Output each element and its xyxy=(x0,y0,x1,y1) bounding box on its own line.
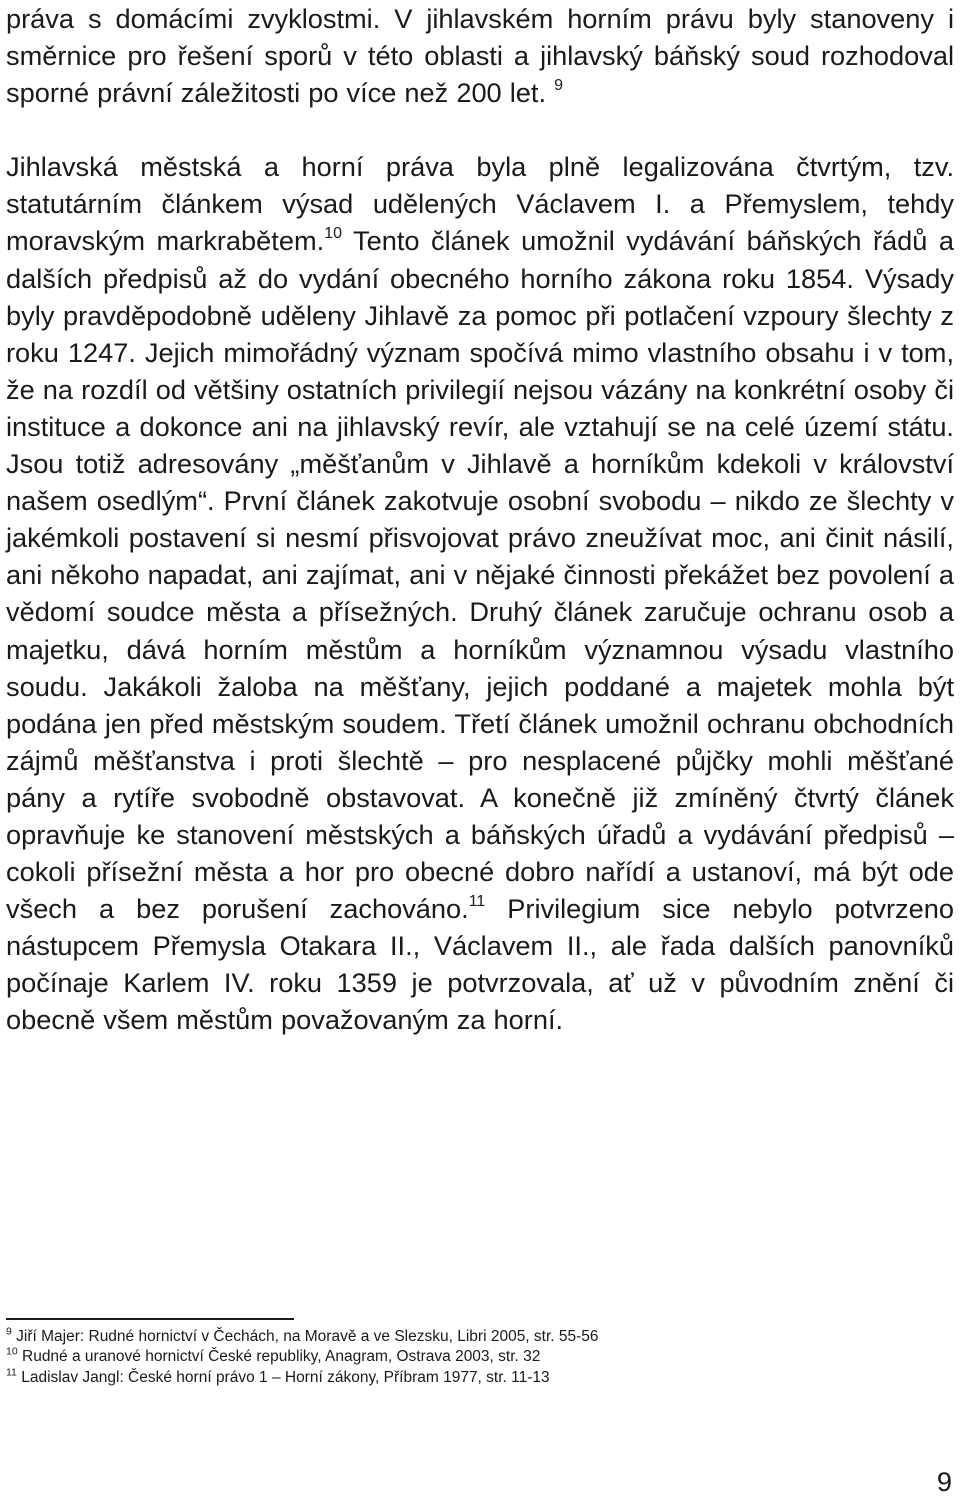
footnote-text: Jiří Majer: Rudné hornictví v Čechách, na Moravě a ve Slezsku, Libri 2005, str. 55-56 xyxy=(16,1328,599,1345)
footnote-text: Rudné a uranové hornictví České republiky, Anagram, Ostrava 2003, str. 32 xyxy=(22,1348,541,1366)
footnote-item xyxy=(6,1368,946,1388)
footnotes xyxy=(6,1327,946,1388)
footnote-reference: 10 xyxy=(324,225,342,243)
footnote-separator xyxy=(6,1318,294,1320)
document-page xyxy=(6,0,954,1039)
paragraph-text: Tento článek umožnil vydávání báňských řádů a dalších předpisů až do vydání obecného horního zákona roku 1854. Výsady byly pravděpodobně uděleny Jihlavě za pomoc při potlačení vzpoury šlechty z roku 1247. Jejich mimořádný význam spočívá mimo vlastního obsahu i v tom, že na rozdíl od většiny ostatních privilegií nejsou vázány na konkrétní osoby či instituce a dokonce ani na jihlavský revír, ale vztahují se na celé území státu. Jsou totiž adresovány „měšťanům v Jihlavě a horníkům kdekoli v království našem osedlým“. První článek zakotvuje osobní svobodu – nikdo ze šlechty v jakémkoli postavení si nesmí přisvojovat právo zneužívat moc, ani činit násilí, ani někoho napadat, ani zajímat, ani v nějaké činnosti překážet bez povolení a vědomí soudce města a přísežných. Druhý článek zaručuje ochranu osob a majetku, dává horním městům a horníkům významnou výsadu vlastního soudu. Jakákoli žaloba na měšťany, jejich poddané a majetek mohla být podána jen před městským soudem. Třetí článek umožnil ochranu obchodních zájmů měšťanstva i proti šlechtě – pro nesplacené půjčky mohli měšťané pány a rytíře svobodně obstavovat. A konečně již zmíněný čtvrtý článek opravňuje ke stanovení městských a báňských úřadů a vydávání předpisů – cokoli přísežní města a hor pro obecné dobro nařídí a ustanoví, má být ode všech a bez porušení zachováno. xyxy=(6,225,954,925)
footnote-text: Ladislav Jangl: České horní právo 1 – Horní zákony, Příbram 1977, str. 11-13 xyxy=(21,1368,550,1386)
body-paragraph-1 xyxy=(6,0,954,111)
footnote-number: 9 xyxy=(6,1325,12,1338)
footnote-reference: 11 xyxy=(468,893,486,911)
paragraph-text: Jihlavská městská a horní práva byla plně legalizována čtvrtým, tzv. statutárním článkem výsad udělených Václavem I. a Přemyslem, tehdy moravským markrabětem. xyxy=(6,151,954,257)
paragraph-text: práva s domácími zvyklostmi. V jihlavském horním právu byly stanoveny i směrnice pro řešení sporů v této oblasti a jihlavský báňský soud rozhodoval sporné právní záležitosti po více než 200 let. xyxy=(6,3,954,109)
footnote-item xyxy=(6,1347,946,1367)
page-number: 9 xyxy=(936,1466,952,1497)
body-paragraph-2 xyxy=(6,148,954,1038)
footnote-number: 11 xyxy=(6,1366,17,1379)
footnote-item xyxy=(6,1327,946,1347)
footnote-reference: 9 xyxy=(554,77,563,95)
paragraph-text: Privilegium sice nebylo potvrzeno nástupcem Přemysla Otakara II., Václavem II., ale řada dalších panovníků počínaje Karlem IV. roku 1359 je potvrzovala, ať už v původním znění či obecně všem městům považovaným za horní. xyxy=(6,893,954,1036)
footnote-number: 10 xyxy=(6,1346,18,1359)
